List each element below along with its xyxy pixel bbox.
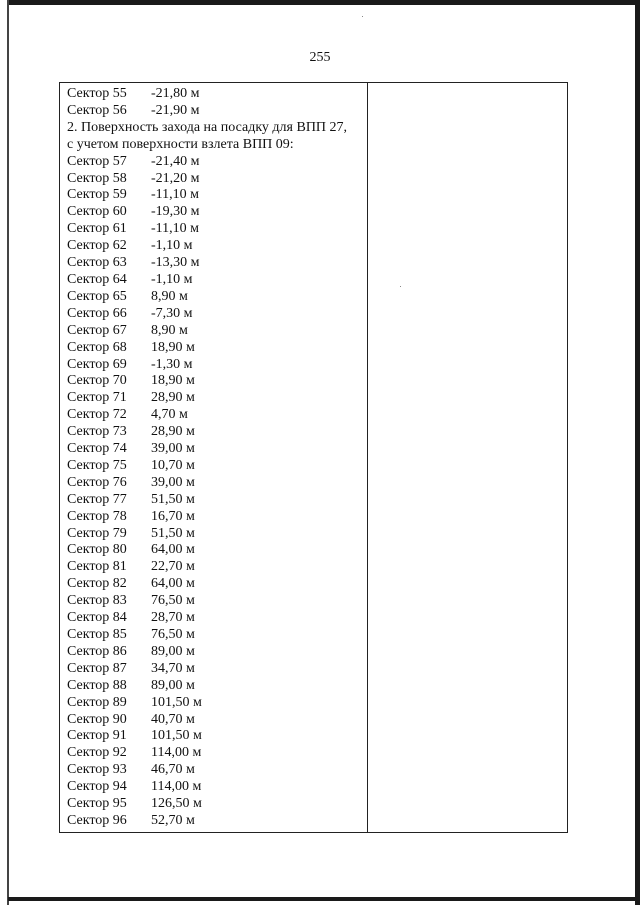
sector-label: Сектор 61 bbox=[67, 221, 127, 237]
sector-label: Сектор 63 bbox=[67, 255, 127, 271]
sector-row bbox=[67, 559, 367, 576]
sector-label: Сектор 87 bbox=[67, 660, 127, 676]
sector-label: Сектор 64 bbox=[67, 271, 127, 287]
sector-row bbox=[67, 171, 367, 188]
sector-label: Сектор 75 bbox=[67, 457, 127, 473]
sector-row bbox=[67, 255, 367, 272]
sector-value: 114,00 м bbox=[151, 779, 202, 795]
sector-label: Сектор 88 bbox=[67, 677, 127, 693]
sector-row bbox=[67, 745, 367, 762]
sector-row bbox=[67, 627, 367, 644]
sector-label: Сектор 72 bbox=[67, 407, 127, 423]
sector-label: Сектор 55 bbox=[67, 86, 127, 101]
sector-label: Сектор 95 bbox=[67, 796, 127, 812]
sector-value: 52,70 м bbox=[151, 812, 195, 828]
scan-border-top bbox=[8, 0, 640, 5]
sector-value: 39,00 м bbox=[151, 474, 195, 490]
sector-label: Сектор 59 bbox=[67, 187, 127, 203]
sector-label: Сектор 89 bbox=[67, 694, 127, 710]
sector-list-top bbox=[67, 86, 367, 120]
sector-row bbox=[67, 526, 367, 543]
sector-row bbox=[67, 407, 367, 424]
sector-row bbox=[67, 86, 367, 103]
sector-value: -21,20 м bbox=[151, 170, 200, 186]
sector-label: Сектор 65 bbox=[67, 288, 127, 304]
sector-row bbox=[67, 762, 367, 779]
sector-label: Сектор 73 bbox=[67, 424, 127, 440]
sector-label: Сектор 83 bbox=[67, 593, 127, 609]
sector-label: Сектор 94 bbox=[67, 779, 127, 795]
sector-value: -19,30 м bbox=[151, 204, 200, 220]
sector-label: Сектор 80 bbox=[67, 542, 127, 558]
sector-label: Сектор 76 bbox=[67, 474, 127, 490]
sector-table bbox=[59, 82, 568, 833]
sector-label: Сектор 93 bbox=[67, 762, 127, 778]
sector-row bbox=[67, 695, 367, 712]
sector-value: 76,50 м bbox=[151, 627, 195, 642]
sector-label: Сектор 62 bbox=[67, 238, 127, 254]
scan-border-right bbox=[635, 0, 640, 905]
sector-value: 101,50 м bbox=[151, 728, 202, 744]
table-row bbox=[60, 83, 568, 833]
sector-row bbox=[67, 323, 367, 340]
sector-value: 64,00 м bbox=[151, 542, 195, 558]
scan-border-bottom bbox=[8, 897, 636, 901]
sector-row bbox=[67, 272, 367, 289]
sector-value: -11,10 м bbox=[151, 187, 200, 203]
sector-label: Сектор 79 bbox=[67, 525, 127, 541]
sector-row bbox=[67, 728, 367, 745]
sector-row bbox=[67, 390, 367, 407]
sector-value: 28,90 м bbox=[151, 424, 195, 440]
scan-speck bbox=[362, 16, 363, 17]
sector-label: Сектор 77 bbox=[67, 491, 127, 507]
sector-label: Сектор 90 bbox=[67, 711, 127, 727]
sector-label: Сектор 57 bbox=[67, 153, 127, 169]
sector-value: -1,10 м bbox=[151, 271, 193, 287]
sector-value: -7,30 м bbox=[151, 305, 193, 321]
sector-list-main bbox=[67, 154, 367, 830]
sector-value: 51,50 м bbox=[151, 491, 195, 507]
sector-row bbox=[67, 103, 367, 120]
sector-value: 89,00 м bbox=[151, 643, 195, 659]
sector-value: 40,70 м bbox=[151, 711, 195, 727]
sector-row bbox=[67, 475, 367, 492]
sector-value: 101,50 м bbox=[151, 694, 202, 710]
section-heading-line-2: с учетом поверхности взлета ВПП 09: bbox=[67, 136, 294, 152]
sector-row bbox=[67, 187, 367, 204]
sector-label: Сектор 82 bbox=[67, 576, 127, 592]
sector-value: 10,70 м bbox=[151, 457, 195, 473]
sector-value: 16,70 м bbox=[151, 508, 195, 524]
sector-row bbox=[67, 340, 367, 357]
sector-label: Сектор 84 bbox=[67, 610, 127, 626]
sector-value: -1,30 м bbox=[151, 356, 193, 372]
sector-row bbox=[67, 712, 367, 729]
sector-value: 28,90 м bbox=[151, 390, 195, 406]
sector-label: Сектор 56 bbox=[67, 102, 127, 118]
sector-value: -11,10 м bbox=[151, 221, 200, 237]
sector-value: -21,80 м bbox=[151, 86, 200, 101]
sector-row bbox=[67, 289, 367, 306]
sector-row bbox=[67, 813, 367, 830]
sector-value: 28,70 м bbox=[151, 610, 195, 626]
sector-row bbox=[67, 593, 367, 610]
sector-row bbox=[67, 796, 367, 813]
sector-value: 4,70 м bbox=[151, 407, 188, 423]
sector-value: -13,30 м bbox=[151, 255, 200, 271]
scan-border-left bbox=[7, 0, 9, 905]
section-heading-line-1: 2. Поверхность захода на посадку для ВПП 27, bbox=[67, 119, 348, 135]
sector-value: 126,50 м bbox=[151, 796, 202, 812]
sector-label: Сектор 85 bbox=[67, 627, 127, 642]
page-number: 255 bbox=[309, 50, 331, 65]
sector-value: -21,40 м bbox=[151, 153, 200, 169]
sector-row bbox=[67, 492, 367, 509]
sector-row bbox=[67, 458, 367, 475]
sector-list-cell bbox=[60, 83, 368, 833]
sector-label: Сектор 58 bbox=[67, 170, 127, 186]
sector-value: 18,90 м bbox=[151, 373, 195, 389]
sector-row bbox=[67, 357, 367, 374]
sector-row bbox=[67, 610, 367, 627]
sector-row bbox=[67, 576, 367, 593]
sector-value: 76,50 м bbox=[151, 593, 195, 609]
sector-label: Сектор 70 bbox=[67, 373, 127, 389]
sector-label: Сектор 78 bbox=[67, 508, 127, 524]
sector-value: 22,70 м bbox=[151, 559, 195, 575]
sector-value: 8,90 м bbox=[151, 322, 188, 338]
sector-value: 18,90 м bbox=[151, 339, 195, 355]
sector-label: Сектор 96 bbox=[67, 812, 127, 828]
sector-value: 51,50 м bbox=[151, 525, 195, 541]
sector-label: Сектор 81 bbox=[67, 559, 127, 575]
sector-row bbox=[67, 509, 367, 526]
sector-row bbox=[67, 542, 367, 559]
sector-row bbox=[67, 221, 367, 238]
sector-label: Сектор 91 bbox=[67, 728, 127, 744]
sector-row bbox=[67, 678, 367, 695]
sector-label: Сектор 71 bbox=[67, 390, 127, 406]
sector-row bbox=[67, 306, 367, 323]
section-heading bbox=[67, 120, 367, 154]
sector-value: 89,00 м bbox=[151, 677, 195, 693]
sector-row bbox=[67, 779, 367, 796]
sector-row bbox=[67, 238, 367, 255]
empty-right-cell bbox=[367, 83, 567, 833]
sector-label: Сектор 60 bbox=[67, 204, 127, 220]
sector-value: 8,90 м bbox=[151, 288, 188, 304]
sector-value: -21,90 м bbox=[151, 102, 200, 118]
sector-label: Сектор 86 bbox=[67, 643, 127, 659]
sector-row bbox=[67, 154, 367, 171]
sector-row bbox=[67, 204, 367, 221]
sector-row bbox=[67, 661, 367, 678]
sector-value: 34,70 м bbox=[151, 660, 195, 676]
sector-value: 39,00 м bbox=[151, 441, 195, 457]
sector-label: Сектор 92 bbox=[67, 745, 127, 761]
sector-row bbox=[67, 644, 367, 661]
sector-value: 114,00 м bbox=[151, 745, 202, 761]
sector-label: Сектор 69 bbox=[67, 356, 127, 372]
sector-label: Сектор 74 bbox=[67, 441, 127, 457]
sector-label: Сектор 68 bbox=[67, 339, 127, 355]
sector-value: -1,10 м bbox=[151, 238, 193, 254]
sector-row bbox=[67, 441, 367, 458]
sector-value: 46,70 м bbox=[151, 762, 195, 778]
sector-label: Сектор 67 bbox=[67, 322, 127, 338]
sector-row bbox=[67, 373, 367, 390]
sector-value: 64,00 м bbox=[151, 576, 195, 592]
sector-row bbox=[67, 424, 367, 441]
sector-label: Сектор 66 bbox=[67, 305, 127, 321]
